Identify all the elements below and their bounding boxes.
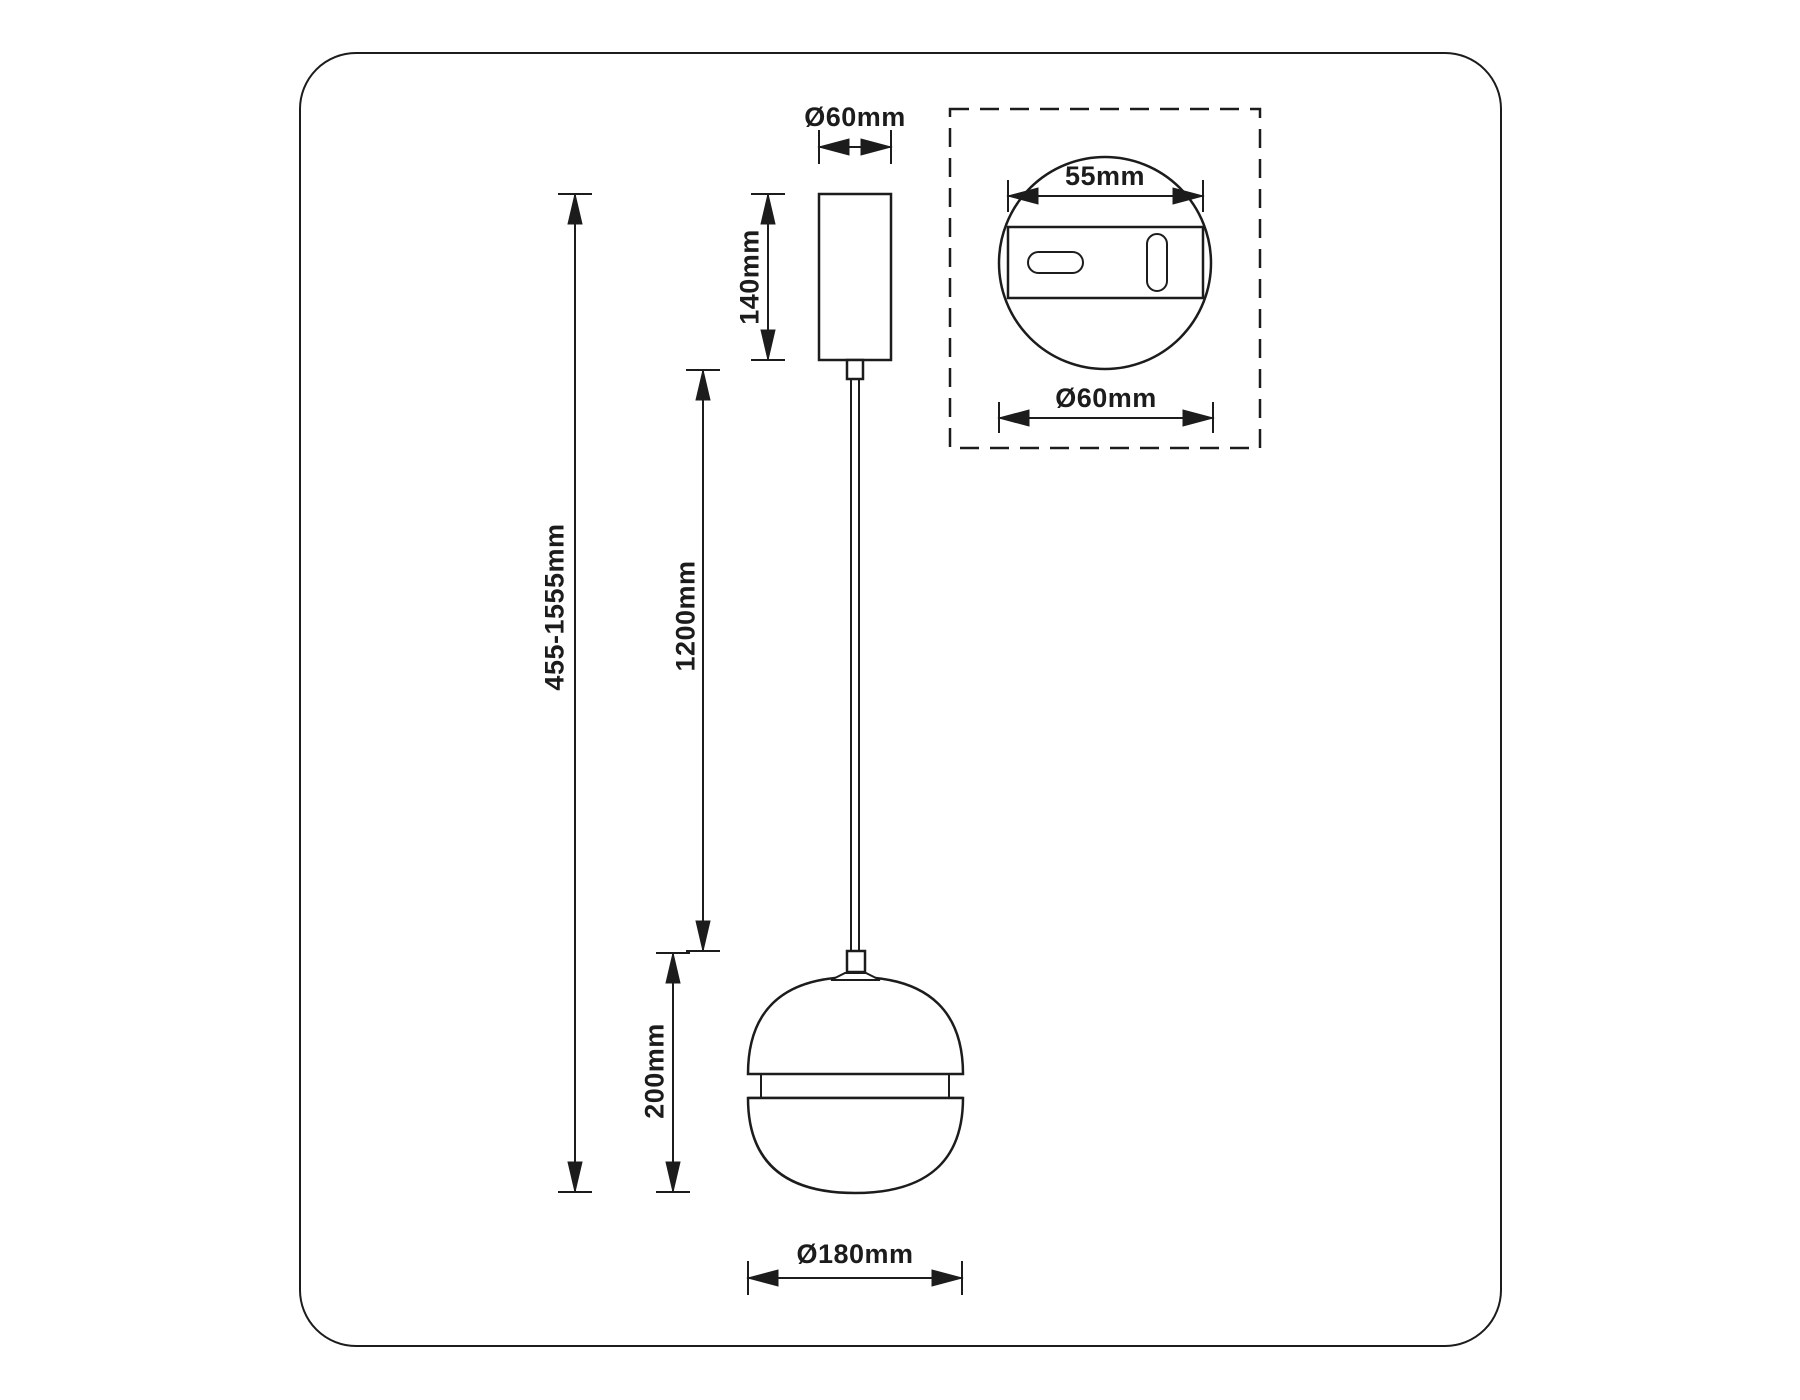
arrow-down-icon xyxy=(568,1162,582,1192)
dim-cable-length xyxy=(670,370,720,951)
canopy-cable-gland xyxy=(847,360,863,379)
shade-middle-band xyxy=(748,1074,963,1098)
detail-base-diameter-label: Ø60mm xyxy=(1055,383,1157,413)
bracket-width-label: 55mm xyxy=(1064,161,1146,191)
bracket-slot-vertical xyxy=(1147,234,1167,291)
arrow-up-icon xyxy=(568,194,582,224)
dim-shade-height xyxy=(639,953,690,1192)
cable-length-label: 1200mm xyxy=(670,560,701,672)
dim-canopy-height xyxy=(734,194,785,360)
shade-height-label: 200mm xyxy=(639,1023,670,1119)
arrow-up-icon xyxy=(761,194,775,224)
arrow-down-icon xyxy=(666,1162,680,1192)
overall-height-label: 455-1555mm xyxy=(539,523,570,691)
arrow-up-icon xyxy=(696,370,710,400)
arrow-down-icon xyxy=(761,330,775,360)
bracket-slot-horizontal xyxy=(1028,252,1083,273)
canopy-height-label: 140mm xyxy=(734,229,765,325)
arrow-right-icon xyxy=(861,139,891,155)
shade-collar xyxy=(831,973,880,980)
ceiling-canopy xyxy=(819,194,891,360)
arrow-left-icon xyxy=(999,410,1029,426)
canopy-detail-view xyxy=(950,109,1260,448)
pendant-lamp-front-view xyxy=(748,194,963,1193)
arrow-up-icon xyxy=(666,953,680,983)
arrow-left-icon xyxy=(748,1270,778,1286)
arrow-down-icon xyxy=(696,921,710,951)
arrow-left-icon xyxy=(819,139,849,155)
shade-top-dome xyxy=(748,977,963,1074)
shade-bottom-dome xyxy=(748,1098,963,1193)
dim-detail-base-diameter xyxy=(999,383,1213,433)
dim-canopy-diameter xyxy=(804,102,906,164)
dim-shade-diameter xyxy=(748,1239,962,1295)
shade-diameter-label: Ø180mm xyxy=(796,1239,914,1269)
arrow-right-icon xyxy=(932,1270,962,1286)
arrow-right-icon xyxy=(1183,410,1213,426)
shade-cable-grip xyxy=(847,951,865,972)
dim-overall-height xyxy=(539,194,592,1192)
suspension-cable xyxy=(851,379,859,953)
canopy-diameter-label: Ø60mm xyxy=(804,102,906,132)
